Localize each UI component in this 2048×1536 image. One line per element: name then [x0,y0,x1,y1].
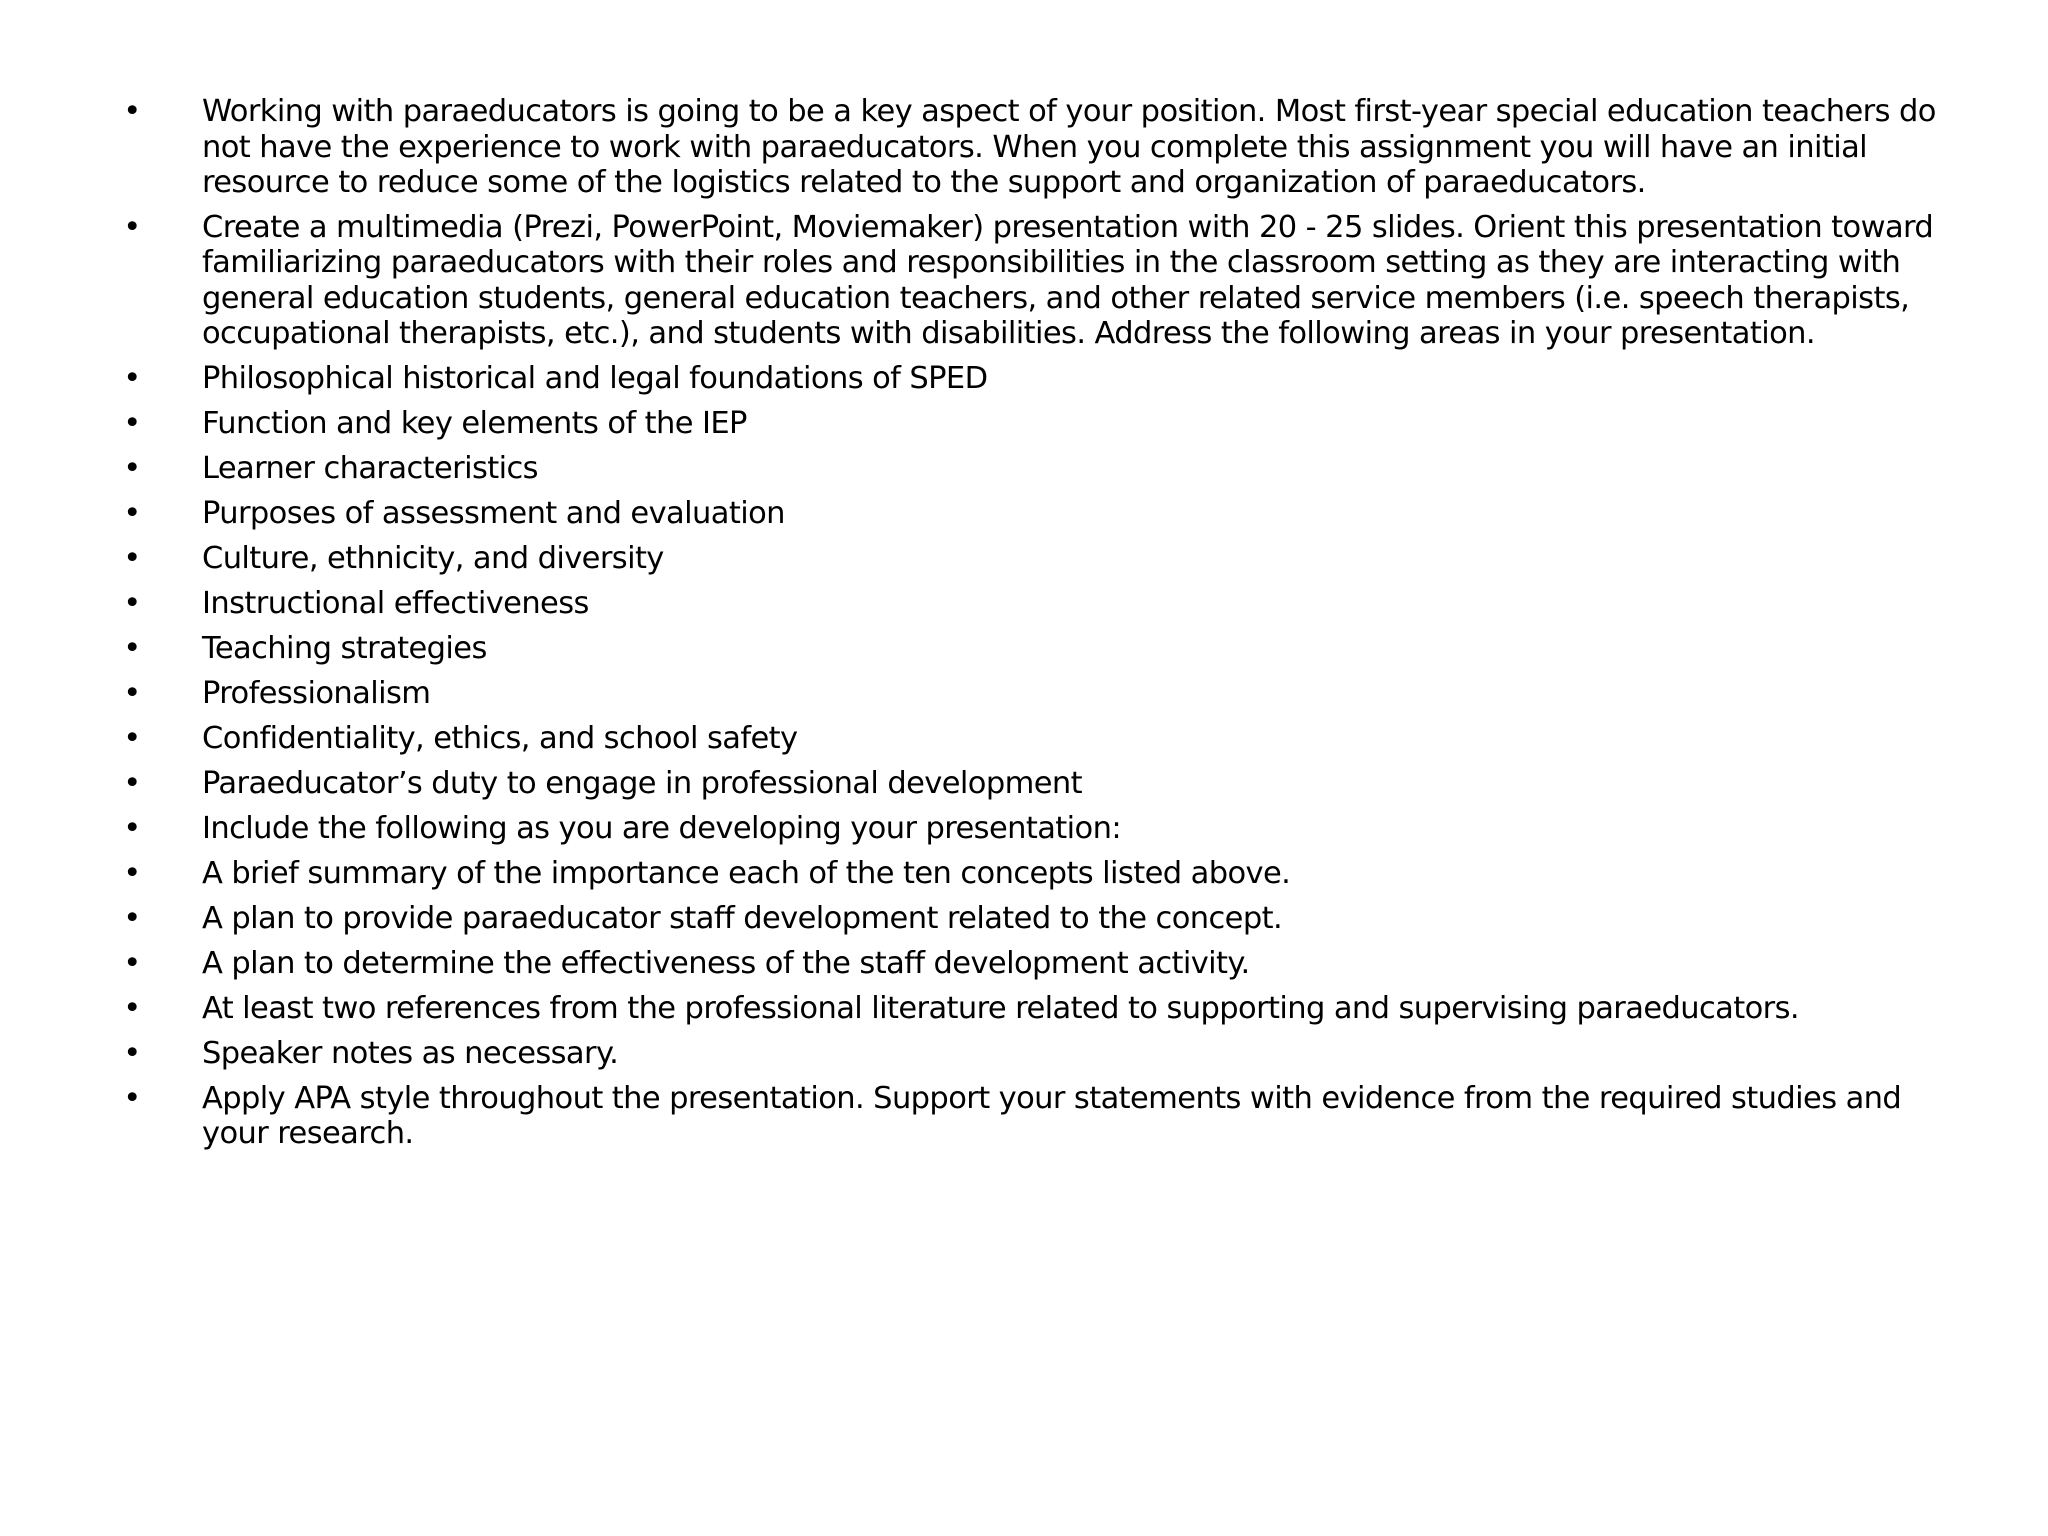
bullet-dot: • [123,495,141,531]
list-item [122,676,1972,712]
list-item [122,766,1972,802]
list-item [122,94,1972,201]
list-item-text: Create a multimedia (Prezi, PowerPoint, Moviemaker) presentation with 20 - 25 slides. Orient this presentation toward familiarizing paraeducators with their roles and responsibilities in the classroom setting as they are interacting with general education students, general education teachers, and other related service members (i.e. speech therapists, occupational therapists, etc.), and students with disabilities. Address the following areas in your presentation. [202,209,1934,351]
bullet-dot: • [123,990,141,1026]
list-item-text: Teaching strategies [202,630,487,666]
list-item [122,856,1972,892]
list-item-text: A plan to provide paraeducator staff development related to the concept. [202,900,1283,936]
list-item [122,496,1972,532]
list-item-text: Professionalism [202,675,431,711]
list-item [122,631,1972,667]
bullet-dot: • [123,630,141,666]
bullet-dot: • [123,720,141,756]
list-item [122,541,1972,577]
bullet-dot: • [123,900,141,936]
list-item [122,1036,1972,1072]
list-item-text: Working with paraeducators is going to be a key aspect of your position. Most first-year special education teachers do not have the experience to work with paraeducators. When you complete this assignment you will have an initial resource to reduce some of the logistics related to the support and organization of paraeducators. [202,94,1936,200]
bullet-dot: • [123,1080,141,1116]
list-item [122,991,1972,1027]
bullet-dot: • [123,360,141,396]
list-item [122,406,1972,442]
list-item-text: At least two references from the professional literature related to supporting and supervising paraeducators. [202,990,1799,1026]
list-item [122,721,1972,757]
bullet-dot: • [123,855,141,891]
list-item-text: Speaker notes as necessary. [202,1035,619,1071]
list-item-text: Confidentiality, ethics, and school safety [202,720,798,756]
bullet-dot: • [123,675,141,711]
bullet-dot: • [123,1035,141,1071]
list-item-text: Instructional effectiveness [202,585,589,621]
list-item [122,210,1972,352]
list-item [122,586,1972,622]
list-item-text: Function and key elements of the IEP [202,405,747,441]
list-item-text: Learner characteristics [202,450,538,486]
list-item-text: Apply APA style throughout the presentation. Support your statements with evidence from the required studies and your research. [202,1080,1902,1151]
list-item [122,361,1972,397]
bullet-dot: • [123,810,141,846]
list-item [122,901,1972,937]
list-item [122,451,1972,487]
bullet-dot: • [123,94,141,129]
bullet-dot: • [123,450,141,486]
bullet-dot: • [123,540,141,576]
list-item-text: A brief summary of the importance each of the ten concepts listed above. [202,855,1291,891]
list-item-text: A plan to determine the effectiveness of the staff development activity. [202,945,1250,981]
list-item-text: Culture, ethnicity, and diversity [202,540,664,576]
list-item-text: Philosophical historical and legal foundations of SPED [202,360,988,396]
bullet-dot: • [123,209,141,245]
bullet-dot: • [123,405,141,441]
list-item-text: Paraeducator’s duty to engage in professional development [202,765,1082,801]
list-item-text: Include the following as you are developing your presentation: [202,810,1122,846]
bullet-list [122,94,1972,1161]
bullet-dot: • [123,765,141,801]
list-item [122,1081,1972,1152]
list-item [122,946,1972,982]
list-item-text: Purposes of assessment and evaluation [202,495,785,531]
bullet-dot: • [123,945,141,981]
bullet-dot: • [123,585,141,621]
list-item [122,811,1972,847]
